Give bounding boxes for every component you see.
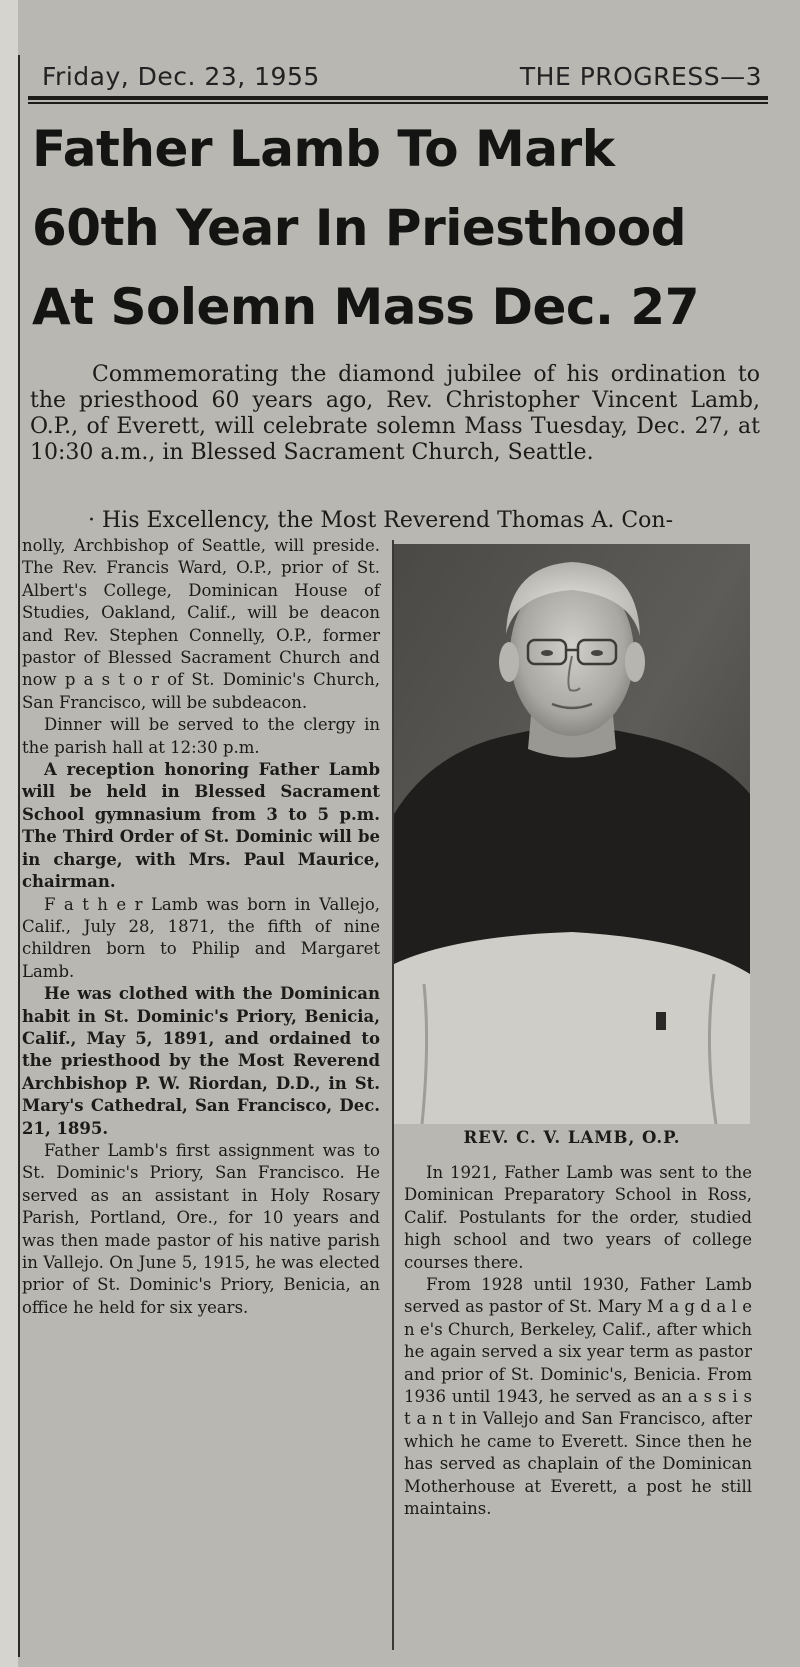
paragraph: nolly, Archbishop of Seattle, will preside. The Rev. Francis Ward, O.P., prior of St. Albert's College, Dominican House of Studies, Oakland, Calif., will be deacon and Rev. Stephen Connelly, O.P., former pastor of Blessed Sacrament Church and now p a s t o r of St. Dominic's Church, San Francisco, will be subdeacon. — [22, 536, 380, 712]
lead-paragraph: Commemorating the diamond jubilee of his ordination to the priesthood 60 years ago, Rev. Christopher Vincent Lamb, O.P., of Everett, will celebrate solemn Mass Tuesday, Dec. 27, at 10:30 a.m., in Blessed Sacrament Church, Seattle. — [30, 362, 760, 465]
header-rule-thin — [28, 102, 768, 104]
headline-line-1: Father Lamb To Mark — [32, 120, 615, 178]
issue-date: Friday, Dec. 23, 1955 — [42, 62, 320, 91]
header-rule — [28, 96, 768, 100]
clipping-border — [18, 55, 20, 1657]
paragraph: F a t h e r Lamb was born in Vallejo, Calif., July 28, 1871, the fifth of nine children born to Philip and Margaret Lamb. — [22, 894, 380, 981]
headline-line-2: 60th Year In Priesthood — [32, 199, 687, 257]
paragraph: A reception honoring Father Lamb will be held in Blessed Sacrament School gymnasium from 3 to 5 p.m. The Third Order of St. Dominic will be in charge, with Mrs. Paul Maurice, chairman. — [22, 760, 380, 892]
right-column — [404, 1162, 752, 1521]
headline — [32, 110, 774, 347]
lead-paragraph-2-start: · His Excellency, the Most Reverend Thomas A. Con- — [88, 508, 674, 533]
left-column — [22, 535, 380, 1319]
clipping-edge — [0, 0, 18, 1667]
newspaper-name-page: THE PROGRESS—3 — [519, 62, 762, 91]
photo-caption: REV. C. V. LAMB, O.P. — [463, 1128, 681, 1147]
portrait-image — [394, 544, 750, 1124]
paragraph: In 1921, Father Lamb was sent to the Dominican Preparatory School in Ross, Calif. Postulants for the order, studied high school and two years of college courses there. — [404, 1163, 752, 1272]
paragraph: He was clothed with the Dominican habit in St. Dominic's Priory, Benicia, Calif., May 5, 1891, and ordained to the priesthood by the Most Reverend Archbishop P. W. Riordan, D.D., in St. Mary's Cathedral, San Francisco, Dec. 21, 1895. — [22, 984, 380, 1138]
paragraph: Dinner will be served to the clergy in the parish hall at 12:30 p.m. — [22, 715, 380, 757]
portrait-photo — [394, 544, 750, 1124]
paragraph: Father Lamb's first assignment was to St. Dominic's Priory, San Francisco. He served as an assistant in Holy Rosary Parish, Portland, Ore., for 10 years and was then made pastor of his native parish in Vallejo. On June 5, 1915, he was elected prior of St. Dominic's Priory, Benicia, an office he held for six years. — [22, 1140, 380, 1317]
headline-line-3: At Solemn Mass Dec. 27 — [32, 278, 699, 336]
paragraph: From 1928 until 1930, Father Lamb served as pastor of St. Mary M a g d a l e n e's Church, Berkeley, Calif., after which he again served a six year term as pastor and prior of St. Dominic's, Benicia. From 1936 until 1943, he served as an a s s i s t a n t in Vallejo and San Francisco, after which he came to Everett. Since then he has served as chaplain of the Dominican Motherhouse at Everett, a post he still maintains. — [404, 1275, 752, 1519]
